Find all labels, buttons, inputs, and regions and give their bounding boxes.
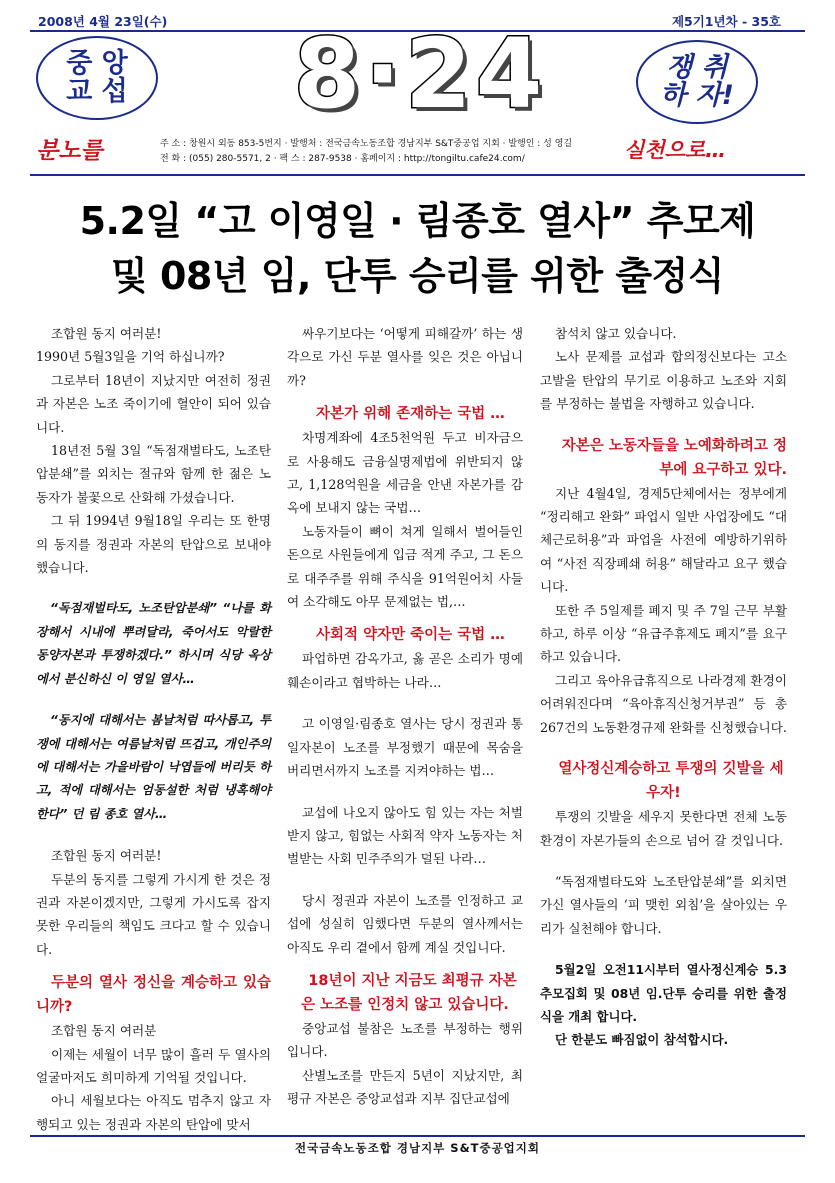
paragraph: 노사 문제를 교섭과 합의정신보다는 고소 고발을 탄압의 무기로 이용하고 노조와 지회를 부정하는 불법을 자행하고 있습니다. <box>540 349 787 412</box>
paragraph: 투쟁의 깃발을 세우지 못한다면 전체 노동환경이 자본가들의 손으로 넘어 갈 것입니다. <box>540 809 787 848</box>
section-heading: 두분의 열사 정신을 계승하고 있습니까? <box>36 975 271 1016</box>
paragraph: 참석치 않고 있습니다. <box>555 326 677 341</box>
paragraph: 그 뒤 1994년 9월18일 우리는 또 한명의 동지를 정권과 자본의 탄압으로 보내야 했습니다. <box>36 513 271 576</box>
section-heading: 사회적 약자만 죽이는 국법 … <box>316 627 505 644</box>
paragraph: 당시 정권과 자본이 노조를 인정하고 교섭에 성실히 임했다면 두분의 열사께서는 아직도 우리 곁에서 함께 계실 것입니다. <box>287 892 523 955</box>
paragraph: 아니 세월보다는 아직도 멈추지 않고 자행되고 있는 정권과 자본의 탄압에 맞서 <box>36 1093 271 1132</box>
paragraph: 1990년 5월3일을 기억 하십니까? <box>36 349 225 365</box>
paragraph: 조합원 동지 여러분! <box>51 848 162 864</box>
slogan-right: 실천으로… <box>624 138 727 162</box>
paragraph: 중앙교섭 불참은 노조를 부정하는 행위입니다. <box>287 1020 523 1060</box>
paragraph: 이제는 세월이 너무 많이 흘러 두 열사의 얼굴마저도 희미하게 기억될 것입니다. <box>36 1046 271 1085</box>
section-heading: 열사정신계승하고 투쟁의 깃발을 세우자! <box>558 761 784 802</box>
header-divider <box>30 174 805 176</box>
paragraph: 파업하면 감옥가고, 옳 곧은 소리가 명예훼손이라고 협박하는 나라… <box>287 651 523 690</box>
paragraph: 차명계좌에 4조5천억원 두고 비자금으로 사용해도 금융실명제법에 위반되지 않고, 1,128억원을 세금을 안낸 자본가를 감옥에 보내지 않는 국법… <box>287 430 523 516</box>
footer-publisher: 전국금속노동조합 경남지부 S&T중공업지회 <box>294 1141 540 1155</box>
headline-line-2: 및 08년 임, 단투 승리를 위한 출정식 <box>111 254 724 298</box>
paragraph: 노동자들이 뼈이 쳐게 일해서 벌어들인 돈으로 사원들에게 입금 적게 주고, 그 돈으로 대주주를 위해 주식을 91억원어치 사들여 소각해도 아무 문제없는 법,… <box>287 523 523 610</box>
call-to-attend: 단 한분도 빠짐없이 참석합시다. <box>555 1032 729 1048</box>
paragraph: 또한 주 5일제를 폐지 및 주 7일 근무 부활 하고, 하루 이상 “유급주휴제도 폐지”를 요구하고 있습니다. <box>540 602 787 665</box>
paragraph: 교섭에 나오지 않아도 힘 있는 자는 처벌 받지 않고, 힘없는 사회적 약자 노동자는 처벌받는 사회 민주주의가 덜된 나라… <box>287 804 523 867</box>
masthead-title: 8·24 <box>293 18 547 130</box>
article-column-3 <box>540 322 787 1052</box>
event-announcement: 5월2일 오전11시부터 열사정신계승 5.3추모집회 및 08년 임.단투 승리를 위한 출정식을 개최 합니다. <box>540 962 787 1024</box>
badge-line: 하 자! <box>660 80 734 111</box>
section-heading: 18년이 지난 지금도 최평규 자본은 노조를 인정치 않고 있습니다. <box>301 972 517 1013</box>
central-bargaining-badge <box>36 36 158 120</box>
headline-line-1: 5.2일 “고 이영일 · 림종호 열사” 추모제 <box>79 199 756 243</box>
paragraph: 싸우기보다는 ‘어떻게 피해갈까’ 하는 생각으로 가신 두분 열사를 잊은 것은 아닙니까? <box>287 326 523 388</box>
article-column-2 <box>287 322 523 1111</box>
article-column-1 <box>36 322 271 1136</box>
paragraph: 두분의 동지를 그렇게 가시게 한 것은 정권과 자본이겠지만, 그렇게 가시도록 잡지 못한 우리들의 책임도 크다고 할 수 있습니다. <box>36 871 271 957</box>
paragraph: 조합원 동지 여러분 <box>51 1023 157 1039</box>
badge-line: 중 앙 <box>66 47 128 79</box>
paragraph: 그리고 육아유급휴직으로 나라경제 환경이 어려워진다며 “육아휴직신청거부권” 등 총 267건의 노동환경규제 완화를 신청했습니다. <box>540 672 787 735</box>
quote-lee-youngil: “독점재벌타도, 노조탄압분쇄” “나를 화장해서 시내에 뿌려달라, 죽어서도 악랄한 동양자본과 투쟁하겠다.” 하시며 식당 옥상에서 분신하신 이 영일 열사… <box>36 601 271 686</box>
badge-line: 교 섭 <box>66 76 128 107</box>
section-heading: 자본은 노동자들을 노예화하려고 정부에 요구하고 있다. <box>561 437 787 478</box>
issue-date: 2008년 4월 23일(수) <box>38 14 168 29</box>
paragraph: 산별노조를 만든지 5년이 지났지만, 최평규 자본은 중앙교섭과 지부 집단교섭에 <box>287 1067 523 1107</box>
quote-rim-jongho: “동지에 대해서는 봄날처럼 따사롭고, 투쟁에 대해서는 여름날처럼 뜨겁고, 개인주의에 대해서는 가을바람이 낙엽들에 버리듯 하고, 적에 대해서는 엄동설한 처럼 냉혹해야 한다” 던 림 종호 열사… <box>36 713 271 821</box>
footer-divider <box>30 1135 805 1137</box>
slogan-left: 분노를 <box>36 138 103 164</box>
section-heading: 자본가 위해 존재하는 국법 … <box>316 406 505 423</box>
win-badge <box>636 40 758 124</box>
issue-number: 제5기1년차 - 35호 <box>671 14 781 29</box>
badge-line: 쟁 취 <box>666 51 728 83</box>
paragraph: 지난 4월4일, 경제5단체에서는 정부에게 “정리해고 완화” 파업시 일반 사업장에도 “대체근로허용”과 파업을 사전에 예방하기위하여 “사전 직장폐쇄 허용” 해달라고 요구 했습니다. <box>540 485 787 595</box>
paragraph: 그로부터 18년이 지났지만 여전히 정권과 자본은 노조 죽이기에 혈안이 되어 있습니다. <box>36 372 271 435</box>
contact-info <box>160 137 620 167</box>
paragraph: 18년전 5월 3일 “독점재벌타도, 노조탄압분쇄”를 외치는 절규와 함께 한 젊은 노동자가 불꽃으로 산화해 가셨습니다. <box>36 443 271 505</box>
paragraph: 조합원 동지 여러분! <box>51 326 162 341</box>
paragraph: “독점재벌타도와 노조탄압분쇄”를 외치면 가신 열사들의 ‘피 맺힌 외침’을 살아있는 우리가 실천해야 합니다. <box>540 873 787 936</box>
paragraph: 고 이영일·림종호 열사는 당시 정권과 통일자본이 노조를 부정했기 때문에 목숨을 버리면서까지 노조를 지켜야하는 법… <box>287 716 523 779</box>
contact-address: 주 소 : 창원시 외동 853-5번지 · 발행처 : 전국금속노동조합 경남지부 S&T중공업 지회 · 발행인 : 성 영길 <box>160 139 573 149</box>
contact-phone: 전 화 : (055) 280-5571, 2 · 팩 스 : 287-9538 · 홈페이지 : http://tongiltu.cafe24.com/ <box>160 154 525 164</box>
